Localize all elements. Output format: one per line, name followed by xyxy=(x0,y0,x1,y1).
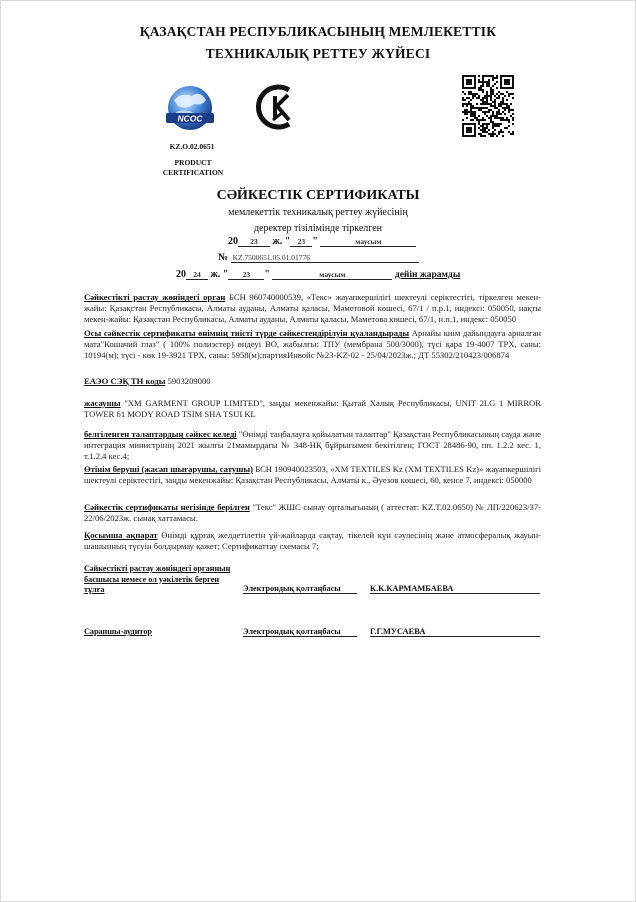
head-signature-type: Электрондық қолтаңбасы xyxy=(243,584,357,594)
head-signatory-label xyxy=(84,564,234,596)
requirements-field xyxy=(84,429,541,463)
reg-month: маусым xyxy=(320,237,416,247)
manufacturer-value: "XM GARMENT GROUP LIMITED", заңды мекенжайы: Қытай Халық Республикасы, UNIT 2LG 1 MIRROR TOWER 61 MODY ROAD TSIM SHA TSUI KL xyxy=(84,398,541,420)
tnved-label: ЕАЭО СЭҚ ТН коды xyxy=(84,376,166,386)
reg-year: 23 xyxy=(238,237,270,247)
requirements-value: "Өнімді таңбалауға қойылатын талаптар" Қазақстан Республикасының сауда және интеграция министрінің 2021 жылғы 21мамырдағы № 348-НҚ бұйрығымен бекітілген; ГОСТ 28486-90, пп. 1.2.2 кес. 1, т.1.2.4 кес.4; xyxy=(84,429,541,462)
valid-prefix: 20 xyxy=(176,269,186,280)
reg-day: 23 xyxy=(290,237,312,247)
valid-year: 24 xyxy=(186,270,208,280)
manufacturer-label: жасаушы xyxy=(84,398,121,408)
head-signatory-name: К.К.КАРМАМБАЕВА xyxy=(370,584,540,594)
product-label: Осы сәйкестік сертификаты өнімнің тиісті түрде сәйкестендірілуін қуаландырады xyxy=(84,328,410,338)
valid-quote-close: " xyxy=(264,269,270,280)
ncoc-logo-text: NCOC xyxy=(177,113,203,124)
reg-quote-close: " xyxy=(312,236,318,247)
requirements-label: белгіленген талаптардың сәйкес келеді xyxy=(84,429,237,439)
manufacturer-field xyxy=(84,398,541,420)
valid-suffix: дейін жарамды xyxy=(394,270,461,280)
head-label-line-3: тұлға xyxy=(84,585,105,594)
reg-prefix: 20 xyxy=(228,236,238,247)
additional-info-value: Өнімді құрғақ желдетілетін үй-жайларда сақтау, тікелей күн сәулесінің және атмосфералық жауын-шашынның түсуін болдырмау қажет; Сертификаттау схемасы 7; xyxy=(84,530,541,552)
expert-auditor-name: Г.Г.МУСАЕВА xyxy=(370,627,540,637)
applicant-value: БСН 190940023503, «XM TEXTILES Kz (XM TEXTILES Kz)» жауапкершілігі шектеулі серіктестігі, заңды мекенжайы: Қазақстан Республикасы, Алматы к., Әуезов көшесі, 60, кенсе 7, индексі: 050000 xyxy=(84,464,542,486)
header-line-2: ТЕХНИКАЛЫҚ РЕТТЕУ ЖҮЙЕСІ xyxy=(205,46,431,61)
applicant-label: Өтінім беруші (жасап шығарушы, сатушы) xyxy=(84,464,253,474)
accreditation-code: KZ.O.02.0651 xyxy=(169,142,215,151)
basis-field xyxy=(84,502,541,524)
caption-line-2: CERTIFICATION xyxy=(162,168,224,177)
conformity-body-field xyxy=(84,292,541,326)
qr-code xyxy=(462,75,514,137)
certificate-subtitle-2: деректер тізілімінде тіркелген xyxy=(253,223,383,234)
conformity-body-label: Сәйкестікті растау жөніндегі орган xyxy=(84,292,226,302)
valid-day: 23 xyxy=(228,270,264,280)
product-field xyxy=(84,328,541,362)
tnved-value: 5903209000 xyxy=(167,376,211,386)
basis-value: "Текс" ЖШС сынау орталығының ( аттестат: KZ.T.02.0650) № ЛП/220623/37-22/06/2023ж. сынақ хаттамасы. xyxy=(84,502,541,524)
tnved-field xyxy=(84,376,541,387)
number-symbol: № xyxy=(218,252,229,263)
reg-year-suffix: ж. xyxy=(272,236,283,247)
additional-info-label: Қосымша ақпарат xyxy=(84,530,158,540)
certificate-number: KZ.7500651.05.01.01776 xyxy=(231,253,419,263)
product-certification-caption xyxy=(162,158,224,178)
certificate-title: СӘЙКЕСТІК СЕРТИФИКАТЫ xyxy=(216,188,420,203)
valid-until-row xyxy=(176,269,460,280)
valid-quote-open: " xyxy=(222,269,229,280)
certificate-subtitle-1: мемлекеттік техникалық реттеу жүйесінің xyxy=(228,207,408,218)
valid-month: маусым xyxy=(272,270,392,280)
applicant-field xyxy=(84,464,541,486)
expert-auditor-label: Сарапшы-аудитор xyxy=(84,627,152,636)
registration-date xyxy=(228,236,416,247)
reg-quote-open: " xyxy=(284,236,291,247)
conformity-body-value: БСН 960740000539, «Текс» жауапкершілігі шектеулі серіктестігі, тіркелген мекен-жайы: Қазақстан Республикасы, Алматы ауданы, Алматы қаласы, Мәметовой көшесі, 67/1 / п.р.1, индексі: 050050, нақты мекен-жайы: Қазақстан Республикасы, Алматы ауданы, Алматы қаласы, Маметова көшесі, 67/1, н.п.1, индекс: 050050 xyxy=(84,292,541,325)
ncoc-globe-logo xyxy=(162,82,218,138)
head-label-line-2: басшысы немесе ол уәкілетік берген xyxy=(84,574,220,584)
basis-label: Сәйкестік сертификаты негізінде берілген xyxy=(84,502,250,512)
additional-info-field xyxy=(84,530,541,552)
head-label-line-1: Сәйкестікті растау жөніндегі органның xyxy=(84,564,231,573)
header-line-1: ҚАЗАҚСТАН РЕСПУБЛИКАСЫНЫҢ МЕМЛЕКЕТТІК xyxy=(139,24,497,39)
expert-signature-type: Электрондық қолтаңбасы xyxy=(243,627,357,637)
product-value: Арнайы киім дайындауға арналған мата"Кошачий глаз" ( 100% полиэстер) өндеуі ВО, жабылғы: ТПУ (мембрана 500/3000), түсі қара 19-4007 TPX, саны: 10194(м); түсі - көк 19-3921 TPX, саны: 5958(м);партияИнвойс №23-KZ-02 - 25/04/2023ж.; ДТ 55302/210423/006874 xyxy=(84,328,541,361)
certificate-number-row xyxy=(218,252,419,263)
valid-year-suffix: ж. xyxy=(210,269,221,280)
caption-line-1: PRODUCT xyxy=(174,158,212,167)
kz-conformity-mark-icon xyxy=(251,82,301,132)
